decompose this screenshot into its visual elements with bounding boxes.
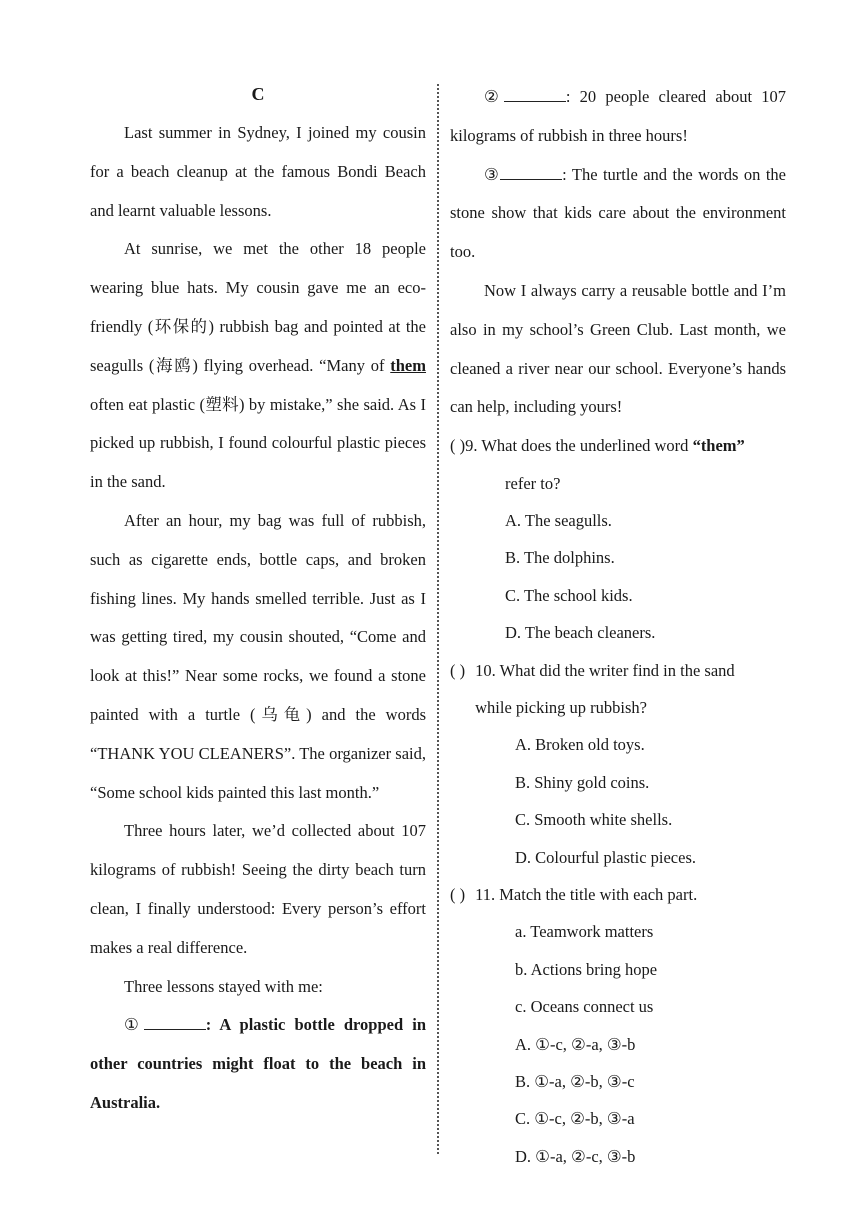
question-9-stem-a: 9. What does the underlined word [465,436,693,456]
question-9-option-c: C. The school kids. [505,585,633,605]
paragraph-3: After an hour, my bag was full of rubbish, such as cigarette ends, bottle caps, and broken fishing lines. My hands smelled terrible. Just as I was getting tired, my cousin shouted, “Come and look at this!” Near some rocks, we found a stone painted with a turtle (乌龟) and the words “THANK YOU CLEANERS”. The organizer said, “Some school kids painted this last month.” [90,510,426,802]
lesson-2-number: ② [484,87,504,106]
question-11-answer-paren[interactable]: ( ) [450,885,466,905]
lesson-2-blank [504,85,566,102]
question-11-option-d: D. ①-a, ②-c, ③-b [515,1146,636,1166]
lesson-1 [90,1006,426,1122]
section-title: C [251,84,265,104]
question-11-title-c: c. Oceans connect us [515,997,654,1017]
question-10-option-b: B. Shiny gold coins. [515,772,650,792]
question-9-option-a: A. The seagulls. [505,510,612,530]
lesson-1-blank [144,1013,206,1030]
question-11 [450,876,786,1175]
question-9-stem-them: “them” [692,436,745,456]
column-divider [437,84,439,1154]
paragraph-4: Three hours later, we’d collected about 107 kilograms of rubbish! Seeing the dirty beach turn clean, I finally understood: Every person’s effort makes a real difference. [90,821,426,957]
question-11-option-a: A. ①-c, ②-a, ③-b [515,1034,636,1054]
lesson-3-number: ③ [484,164,501,184]
question-9-stem-cont: refer to? [505,473,561,493]
question-10-option-c: C. Smooth white shells. [515,810,673,830]
question-10-stem-text: 10. What did the writer find in the sand while picking up rubbish? [475,660,735,718]
lesson-3-blank [500,163,562,180]
right-column [450,78,786,1175]
lesson-1-number: ① [124,1015,144,1035]
question-11-stem [450,876,786,913]
question-9-answer-paren[interactable]: ( ) [450,436,466,456]
left-column [90,78,426,1123]
paragraph-1: Last summer in Sydney, I joined my cousin for a beach cleanup at the famous Bondi Beach and learnt valuable lessons. [90,123,426,220]
question-11-title-a: a. Teamwork matters [515,922,654,942]
lessons-intro: Three lessons stayed with me: [124,976,323,996]
question-10-option-a: A. Broken old toys. [515,735,645,755]
paragraph-2-text-b: often eat plastic (塑料) by mistake,” she said. As I picked up rubbish, I found colourful plastic pieces in the sand. [90,394,426,492]
paragraph-2-text-a: At sunrise, we met the other 18 people wearing blue hats. My cousin gave me an eco-friendly (环保的) rubbish bag and pointed at the seagulls (海鸥) flying overhead. “Many of [90,239,426,375]
question-10-answer-paren[interactable]: ( ) [450,660,466,680]
underlined-word-them: them [390,355,427,375]
question-9-stem [450,427,786,464]
question-10-option-d: D. Colourful plastic pieces. [515,847,697,867]
paragraph-2 [90,230,426,502]
question-9-option-b: B. The dolphins. [505,548,615,568]
question-11-option-c: C. ①-c, ②-b, ③-a [515,1109,635,1129]
question-10 [450,652,786,876]
question-9 [450,427,786,651]
question-9-option-d: D. The beach cleaners. [505,623,656,643]
lesson-1-text: : A plastic bottle dropped in other countries might float to the beach in Australia. [90,1015,426,1112]
question-11-option-b: B. ①-a, ②-b, ③-c [515,1072,635,1092]
question-11-stem-text: 11. Match the title with each part. [475,885,698,905]
lesson-2-text: : 20 people cleared about 107 kilograms of rubbish in three hours! [450,87,786,145]
lesson-2 [450,78,786,156]
lesson-3 [450,156,786,272]
question-11-title-b: b. Actions bring hope [515,959,658,979]
closing-paragraph: Now I always carry a reusable bottle and I’m also in my school’s Green Club. Last month, we cleaned a river near our school. Everyone’s hands can help, including yours! [450,280,786,417]
question-10-stem [450,652,786,727]
lesson-3-text: : The turtle and the words on the stone show that kids care about the environment too. [450,164,786,262]
